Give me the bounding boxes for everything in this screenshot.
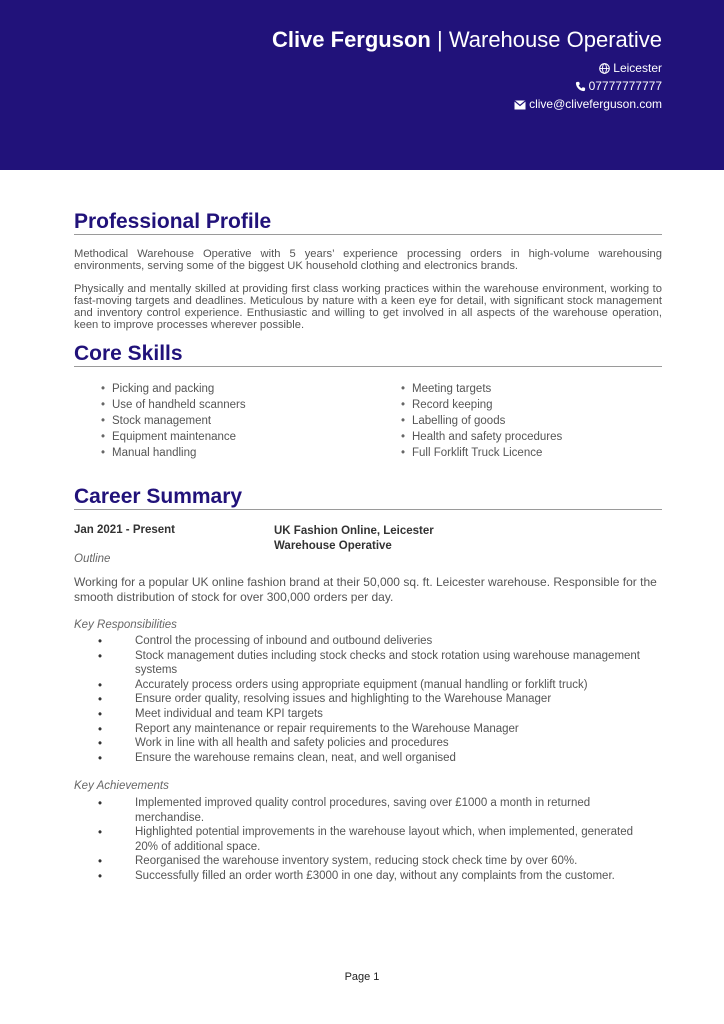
candidate-name: Clive Ferguson	[271, 27, 431, 52]
skill-item: • Use of handheld scanners	[101, 397, 246, 413]
achievements-list	[98, 796, 658, 884]
list-item: • Successfully filled an order worth £3000 in one day, without any complaints from the customer.	[98, 869, 658, 884]
list-item: • Meet individual and team KPI targets	[98, 707, 658, 722]
responsibilities-list	[98, 634, 658, 765]
globe-icon	[599, 63, 610, 77]
location-text: Leicester	[613, 61, 662, 75]
role-title: Warehouse Operative	[274, 540, 392, 552]
job-date: Jan 2021 - Present	[74, 524, 176, 536]
list-item: • Accurately process orders using appropriate equipment (manual handling or forklift truck)	[98, 678, 658, 693]
skills-column-1	[101, 381, 246, 461]
skill-item: • Health and safety procedures	[401, 429, 562, 445]
skill-item: • Meeting targets	[401, 381, 562, 397]
list-item: • Report any maintenance or repair requirements to the Warehouse Manager	[98, 722, 658, 737]
skill-item: • Stock management	[101, 413, 246, 429]
company-name: UK Fashion Online, Leicester	[274, 525, 434, 537]
section-heading-career: Career Summary	[74, 485, 662, 510]
skill-item: • Equipment maintenance	[101, 429, 246, 445]
page-number: Page 1	[344, 971, 380, 983]
contact-location	[599, 61, 662, 77]
responsibilities-label: Key Responsibilities	[74, 619, 177, 631]
section-heading-profile: Professional Profile	[74, 210, 662, 235]
page-title	[272, 27, 662, 53]
skills-column-2	[401, 381, 562, 461]
job-title: Warehouse Operative	[448, 27, 662, 52]
job-employer	[274, 524, 434, 554]
skill-item: • Record keeping	[401, 397, 562, 413]
title-separator: |	[430, 27, 449, 52]
skill-item: • Picking and packing	[101, 381, 246, 397]
profile-body	[74, 248, 662, 332]
list-item: • Ensure the warehouse remains clean, neat, and well organised	[98, 751, 658, 766]
outline-label: Outline	[74, 553, 111, 565]
list-item: • Highlighted potential improvements in the warehouse layout which, when implemented, generated 20% of additional space.	[98, 825, 658, 854]
outline-text: Working for a popular UK online fashion brand at their 50,000 sq. ft. Leicester warehouse. Responsible for the smooth distribution of stock for over 300,000 orders per day.	[74, 575, 657, 604]
skill-item: • Full Forklift Truck Licence	[401, 445, 562, 461]
contact-phone	[575, 79, 662, 95]
achievements-label: Key Achievements	[74, 780, 169, 792]
list-item: • Stock management duties including stock checks and stock rotation using warehouse management systems	[98, 649, 658, 678]
profile-paragraph: Physically and mentally skilled at providing first class working practices within the warehouse environment, working to fast-moving targets and deadlines. Meticulous by nature with a keen eye for detail, with significant stock management and inventory control experience. Enthusiastic and willing to get involved in all aspects of the warehouse operation, keen to improve processes wherever possible.	[74, 282, 662, 332]
header-banner	[0, 0, 724, 170]
list-item: • Control the processing of inbound and outbound deliveries	[98, 634, 658, 649]
list-item: • Implemented improved quality control procedures, saving over £1000 a month in returned merchandise.	[98, 796, 658, 825]
contact-email	[514, 97, 662, 113]
envelope-icon	[514, 99, 526, 113]
list-item: • Work in line with all health and safety policies and procedures	[98, 736, 658, 751]
section-heading-skills: Core Skills	[74, 342, 662, 367]
phone-icon	[575, 81, 586, 95]
phone-text: 07777777777	[588, 79, 662, 93]
list-item: • Reorganised the warehouse inventory system, reducing stock check time by over 60%.	[98, 854, 658, 869]
email-link[interactable]: clive@cliveferguson.com	[529, 97, 662, 111]
skill-item: • Manual handling	[101, 445, 246, 461]
skill-item: • Labelling of goods	[401, 413, 562, 429]
list-item: • Ensure order quality, resolving issues and highlighting to the Warehouse Manager	[98, 692, 658, 707]
profile-paragraph: Methodical Warehouse Operative with 5 years’ experience processing orders in high-volume warehousing environments, serving some of the biggest UK household clothing and electronics brands.	[74, 248, 662, 273]
